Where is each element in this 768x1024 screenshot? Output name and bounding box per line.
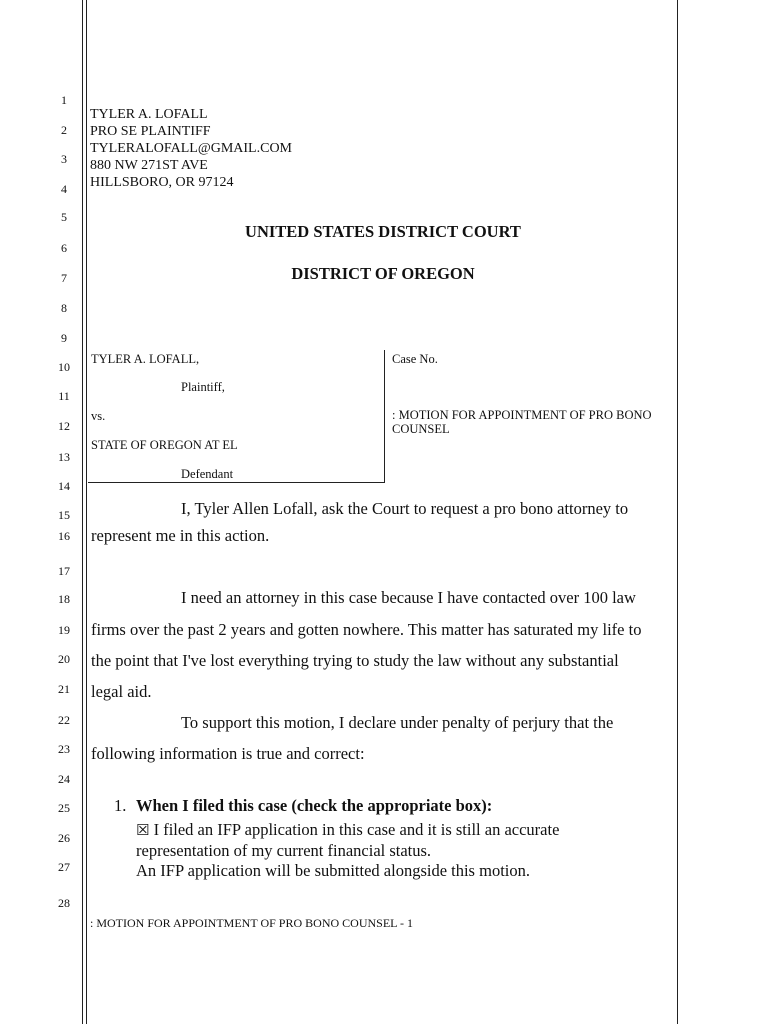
left-margin-rule-outer xyxy=(82,0,83,1024)
line-number: 8 xyxy=(61,301,67,315)
item-number: 1. xyxy=(114,796,127,815)
item-heading: When I filed this case (check the appropriate box): xyxy=(136,796,493,815)
line-number: 17 xyxy=(58,564,70,578)
right-margin-rule xyxy=(677,0,678,1024)
ifp-option-1-line-1 xyxy=(136,820,559,840)
line-number: 19 xyxy=(58,623,70,637)
line-number: 2 xyxy=(61,123,67,137)
caption-divider-horizontal xyxy=(88,482,385,483)
line-number: 23 xyxy=(58,742,70,756)
caption-versus: vs. xyxy=(91,409,106,423)
line-number: 20 xyxy=(58,652,70,666)
line-number: 24 xyxy=(58,772,70,786)
motion-title-line2: COUNSEL xyxy=(392,422,450,436)
ifp-option-1-text: I filed an IFP application in this case and it is still an accurate xyxy=(153,820,560,839)
caption-plaintiff-name: TYLER A. LOFALL, xyxy=(91,352,200,366)
party-street: 880 NW 271ST AVE xyxy=(90,158,208,173)
left-margin-rule-inner xyxy=(86,0,87,1024)
line-number: 15 xyxy=(58,508,70,522)
line-number: 22 xyxy=(58,713,70,727)
line-number: 28 xyxy=(58,896,70,910)
party-role: PRO SE PLAINTIFF xyxy=(90,124,211,139)
court-district: DISTRICT OF OREGON xyxy=(291,264,475,283)
line-number: 12 xyxy=(58,419,70,433)
paragraph-1-line-1: I, Tyler Allen Lofall, ask the Court to request a pro bono attorney to xyxy=(181,499,629,518)
paragraph-2-line-1: I need an attorney in this case because I have contacted over 100 law xyxy=(181,588,636,607)
line-number: 13 xyxy=(58,450,70,464)
page-footer: : MOTION FOR APPOINTMENT OF PRO BONO COUNSEL - 1 xyxy=(90,916,414,930)
caption-plaintiff-label: Plaintiff, xyxy=(181,380,225,394)
paragraph-1-line-2: represent me in this action. xyxy=(91,526,270,545)
paragraph-2-line-2: firms over the past 2 years and gotten nowhere. This matter has saturated my life to xyxy=(91,620,642,639)
line-number: 4 xyxy=(61,182,67,196)
court-name: UNITED STATES DISTRICT COURT xyxy=(245,222,521,241)
line-number: 5 xyxy=(61,210,67,224)
line-number: 3 xyxy=(61,152,67,166)
line-number: 10 xyxy=(58,360,70,374)
party-city: HILLSBORO, OR 97124 xyxy=(90,175,234,190)
line-number: 11 xyxy=(58,389,70,403)
line-number: 25 xyxy=(58,801,70,815)
caption-defendant-name: STATE OF OREGON AT EL xyxy=(91,438,238,452)
line-number: 21 xyxy=(58,682,70,696)
party-email: TYLERALOFALL@GMAIL.COM xyxy=(90,141,293,156)
line-number: 1 xyxy=(61,93,67,107)
paragraph-2-line-4: legal aid. xyxy=(91,682,152,701)
line-number: 9 xyxy=(61,331,67,345)
line-number: 26 xyxy=(58,831,70,845)
paragraph-2-line-3: the point that I've lost everything trying to study the law without any substantial xyxy=(91,651,619,670)
ifp-option-2: An IFP application will be submitted alongside this motion. xyxy=(136,861,530,880)
line-number: 7 xyxy=(61,271,67,285)
ifp-option-1-line-2: representation of my current financial status. xyxy=(136,841,432,860)
case-number-label: Case No. xyxy=(392,352,438,366)
caption-defendant-label: Defendant xyxy=(181,467,234,481)
line-number: 27 xyxy=(58,860,70,874)
line-number: 16 xyxy=(58,529,70,543)
checked-box-icon[interactable]: ☒ xyxy=(136,821,150,839)
caption-divider-vertical xyxy=(384,350,385,483)
party-name: TYLER A. LOFALL xyxy=(90,107,208,122)
line-number: 6 xyxy=(61,241,67,255)
line-number: 14 xyxy=(58,479,70,493)
line-number: 18 xyxy=(58,592,70,606)
paragraph-3-line-1: To support this motion, I declare under penalty of perjury that the xyxy=(181,713,614,732)
motion-title-line1: : MOTION FOR APPOINTMENT OF PRO BONO xyxy=(392,408,652,422)
paragraph-3-line-2: following information is true and correct: xyxy=(91,744,365,763)
